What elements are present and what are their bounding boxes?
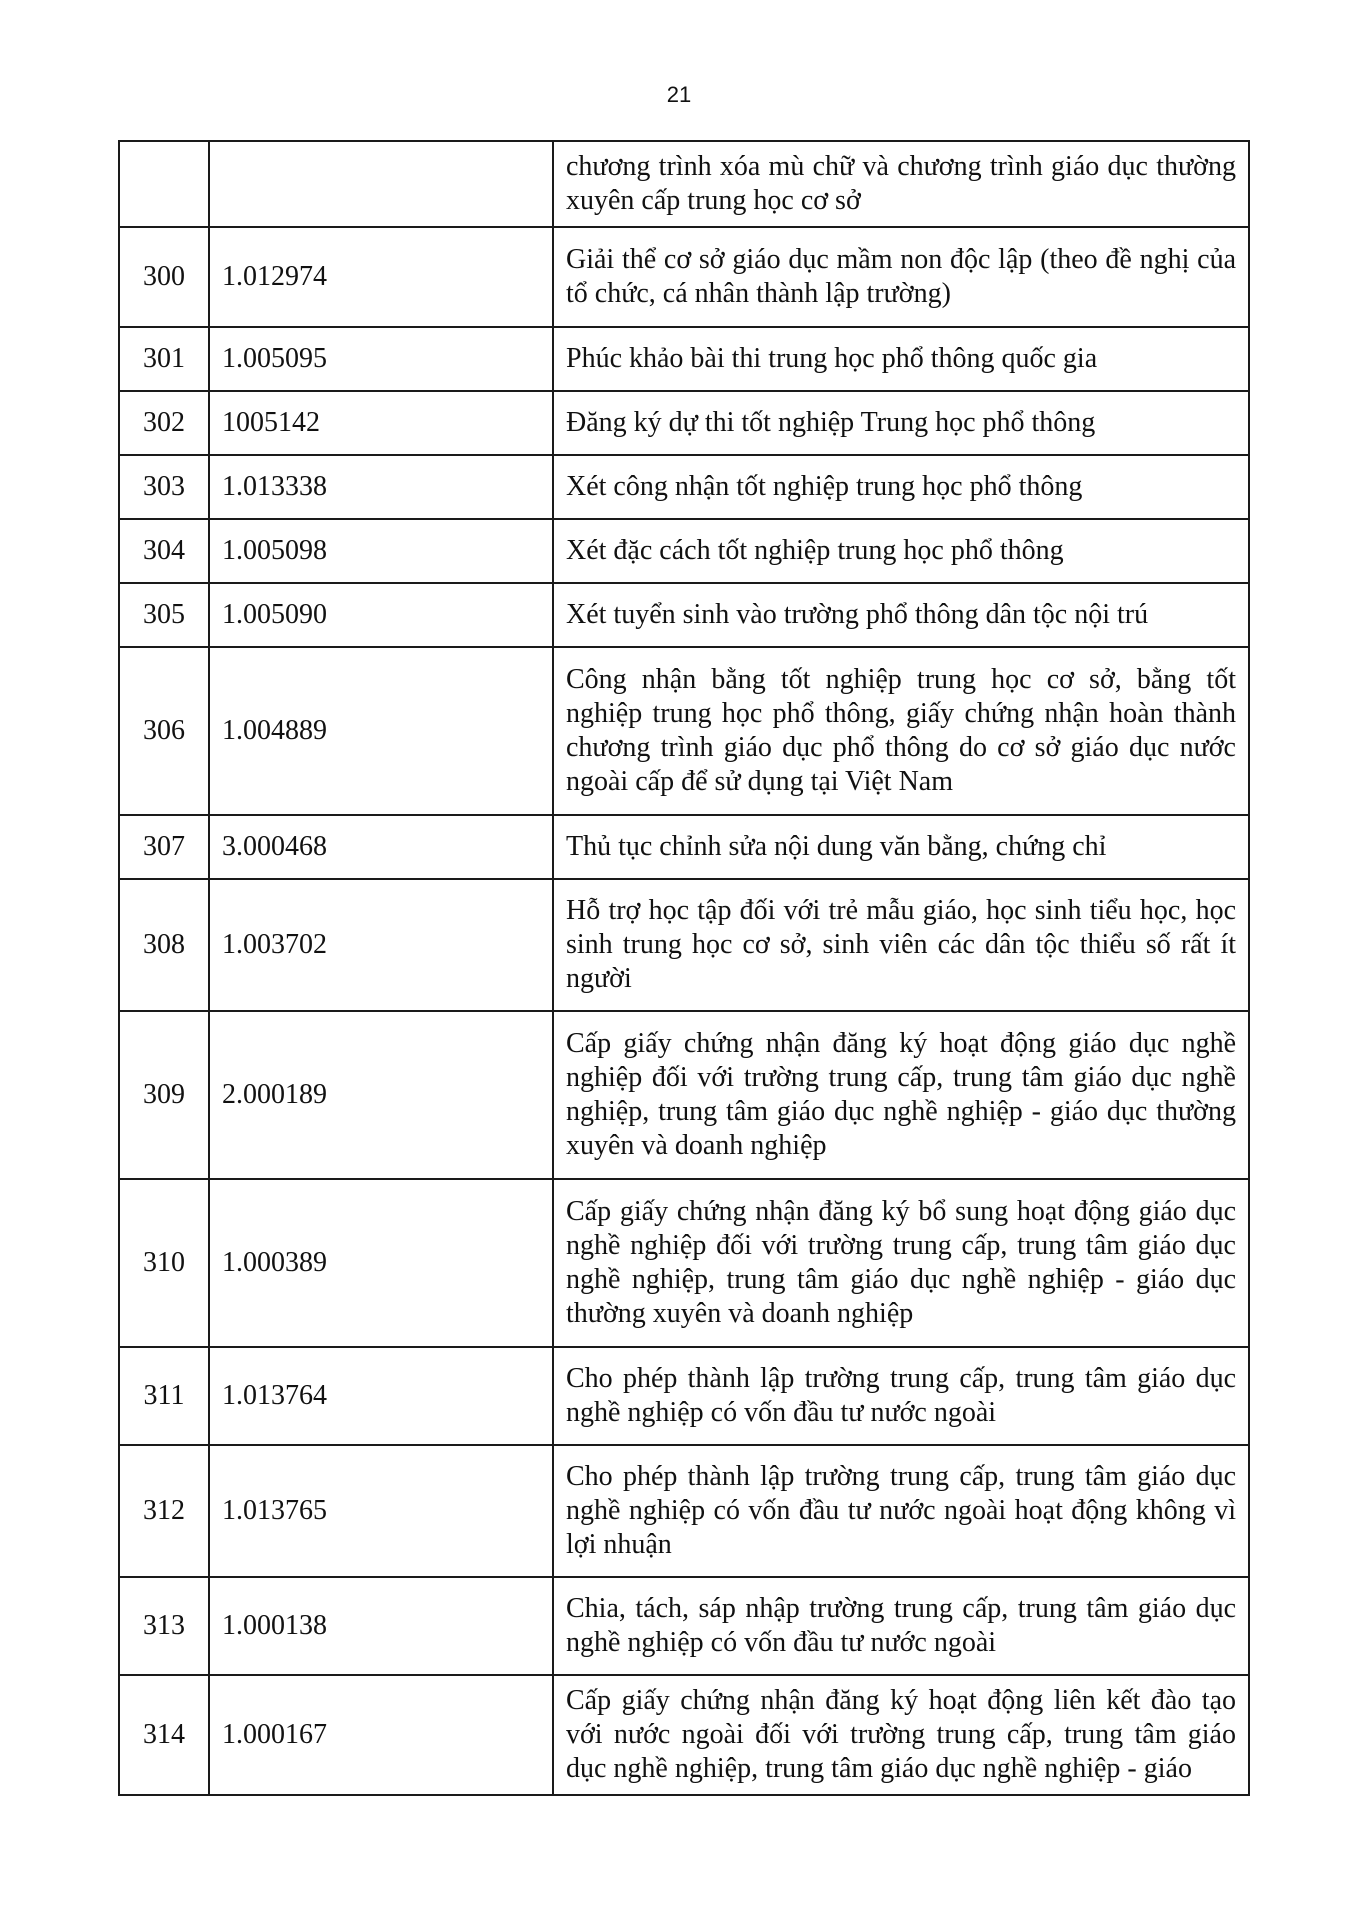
procedure-name: Cho phép thành lập trường trung cấp, trung tâm giáo dục nghề nghiệp có vốn đầu tư nước ngoài — [553, 1347, 1249, 1445]
row-number: 303 — [119, 455, 209, 519]
procedure-name: Chia, tách, sáp nhập trường trung cấp, trung tâm giáo dục nghề nghiệp có vốn đầu tư nước ngoài — [553, 1577, 1249, 1675]
procedure-name: Xét công nhận tốt nghiệp trung học phổ thông — [553, 455, 1249, 519]
procedure-code — [209, 141, 553, 227]
row-number: 301 — [119, 327, 209, 391]
row-number: 307 — [119, 815, 209, 879]
row-number: 306 — [119, 647, 209, 815]
table-row — [119, 1011, 1249, 1179]
row-number — [119, 141, 209, 227]
procedure-code: 1.003702 — [209, 879, 553, 1011]
table-row — [119, 815, 1249, 879]
table-row — [119, 519, 1249, 583]
row-number: 302 — [119, 391, 209, 455]
procedure-name: Cấp giấy chứng nhận đăng ký hoạt động liên kết đào tạo với nước ngoài đối với trường trung cấp, trung tâm giáo dục nghề nghiệp, trung tâm giáo dục nghề nghiệp - giáo — [553, 1675, 1249, 1795]
procedure-code: 1.013764 — [209, 1347, 553, 1445]
table-row — [119, 141, 1249, 227]
row-number: 305 — [119, 583, 209, 647]
row-number: 314 — [119, 1675, 209, 1795]
procedure-name: Xét đặc cách tốt nghiệp trung học phổ thông — [553, 519, 1249, 583]
procedure-name: Cấp giấy chứng nhận đăng ký bổ sung hoạt động giáo dục nghề nghiệp đối với trường trung cấp, trung tâm giáo dục nghề nghiệp, trung tâm giáo dục nghề nghiệp - giáo dục thường xuyên và doanh nghiệp — [553, 1179, 1249, 1347]
table-row — [119, 455, 1249, 519]
page-number: 21 — [666, 82, 692, 107]
table-row — [119, 1445, 1249, 1577]
table-row — [119, 1577, 1249, 1675]
table-row — [119, 647, 1249, 815]
procedure-code: 1.005090 — [209, 583, 553, 647]
row-number: 311 — [119, 1347, 209, 1445]
table-row — [119, 391, 1249, 455]
table-row — [119, 327, 1249, 391]
procedure-code: 1.013765 — [209, 1445, 553, 1577]
table-row — [119, 1675, 1249, 1795]
procedure-name: Cho phép thành lập trường trung cấp, trung tâm giáo dục nghề nghiệp có vốn đầu tư nước ngoài hoạt động không vì lợi nhuận — [553, 1445, 1249, 1577]
table-row — [119, 227, 1249, 327]
procedure-name: Phúc khảo bài thi trung học phổ thông quốc gia — [553, 327, 1249, 391]
procedure-code: 1.005098 — [209, 519, 553, 583]
procedure-code: 3.000468 — [209, 815, 553, 879]
procedure-code: 1.012974 — [209, 227, 553, 327]
row-number: 300 — [119, 227, 209, 327]
row-number: 309 — [119, 1011, 209, 1179]
row-number: 308 — [119, 879, 209, 1011]
procedure-name: Giải thể cơ sở giáo dục mầm non độc lập (theo đề nghị của tổ chức, cá nhân thành lập trường) — [553, 227, 1249, 327]
table-row — [119, 583, 1249, 647]
procedure-code: 2.000189 — [209, 1011, 553, 1179]
procedure-name: Công nhận bằng tốt nghiệp trung học cơ sở, bằng tốt nghiệp trung học phổ thông, giấy chứng nhận hoàn thành chương trình giáo dục phổ thông do cơ sở giáo dục nước ngoài cấp để sử dụng tại Việt Nam — [553, 647, 1249, 815]
procedure-code: 1.005095 — [209, 327, 553, 391]
procedure-name: Đăng ký dự thi tốt nghiệp Trung học phổ thông — [553, 391, 1249, 455]
procedure-code: 1.000138 — [209, 1577, 553, 1675]
procedure-name: chương trình xóa mù chữ và chương trình giáo dục thường xuyên cấp trung học cơ sở — [553, 141, 1249, 227]
procedure-code: 1005142 — [209, 391, 553, 455]
table-row — [119, 1179, 1249, 1347]
procedure-code: 1.013338 — [209, 455, 553, 519]
procedure-code: 1.004889 — [209, 647, 553, 815]
table-row — [119, 1347, 1249, 1445]
procedure-code: 1.000167 — [209, 1675, 553, 1795]
procedure-code: 1.000389 — [209, 1179, 553, 1347]
row-number: 312 — [119, 1445, 209, 1577]
procedure-name: Cấp giấy chứng nhận đăng ký hoạt động giáo dục nghề nghiệp đối với trường trung cấp, trung tâm giáo dục nghề nghiệp, trung tâm giáo dục nghề nghiệp - giáo dục thường xuyên và doanh nghiệp — [553, 1011, 1249, 1179]
row-number: 313 — [119, 1577, 209, 1675]
procedures-table — [118, 140, 1250, 1796]
row-number: 304 — [119, 519, 209, 583]
table-row — [119, 879, 1249, 1011]
procedure-name: Xét tuyển sinh vào trường phổ thông dân tộc nội trú — [553, 583, 1249, 647]
procedure-name: Thủ tục chỉnh sửa nội dung văn bằng, chứng chỉ — [553, 815, 1249, 879]
procedure-name: Hỗ trợ học tập đối với trẻ mẫu giáo, học sinh tiểu học, học sinh trung học cơ sở, sinh viên các dân tộc thiểu số rất ít người — [553, 879, 1249, 1011]
row-number: 310 — [119, 1179, 209, 1347]
